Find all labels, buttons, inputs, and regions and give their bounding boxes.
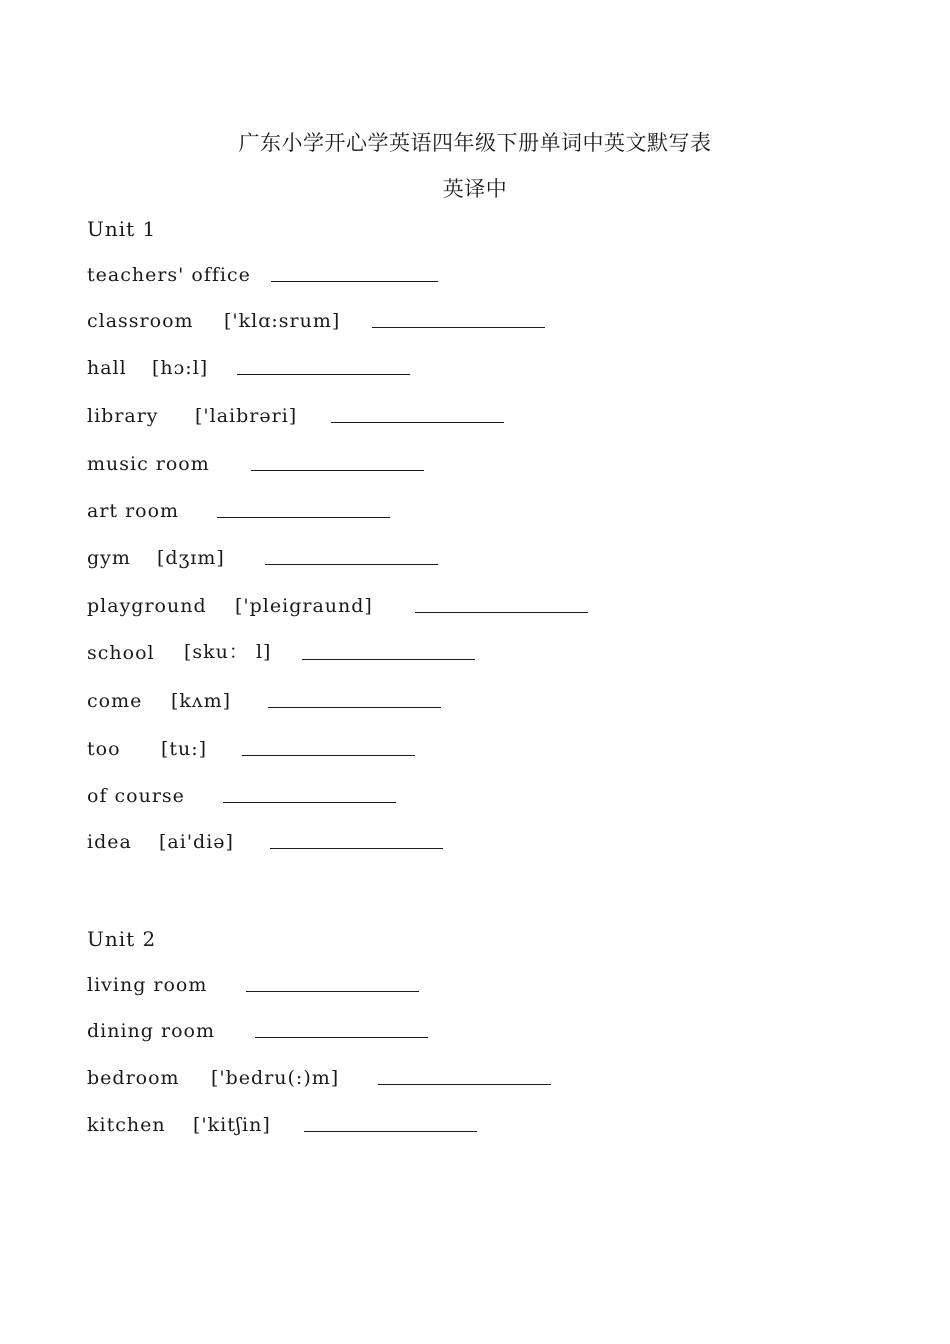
answer-blank[interactable] bbox=[217, 516, 390, 518]
unit-heading: Unit 1 bbox=[87, 217, 157, 241]
vocab-row bbox=[87, 397, 504, 427]
vocab-word: teachers' office bbox=[87, 264, 251, 286]
answer-blank[interactable] bbox=[251, 469, 424, 471]
vocab-word: kitchen bbox=[87, 1114, 166, 1136]
vocab-phonetic: ['kitʃin] bbox=[193, 1114, 271, 1136]
answer-blank[interactable] bbox=[302, 658, 475, 660]
vocab-word: living room bbox=[87, 974, 208, 996]
vocab-phonetic: ['laibrəri] bbox=[195, 405, 298, 427]
vocab-word: classroom bbox=[87, 310, 194, 332]
vocab-row bbox=[87, 634, 475, 664]
vocab-phonetic: [sku： l] bbox=[184, 641, 272, 663]
vocab-word: playground bbox=[87, 595, 207, 617]
vocab-row bbox=[87, 492, 390, 522]
vocab-word: library bbox=[87, 405, 159, 427]
vocab-row bbox=[87, 349, 410, 379]
vocab-word: too bbox=[87, 738, 121, 760]
vocab-row bbox=[87, 1106, 477, 1136]
vocab-word: of course bbox=[87, 785, 185, 807]
answer-blank[interactable] bbox=[270, 847, 443, 849]
answer-blank[interactable] bbox=[372, 326, 545, 328]
vocab-phonetic: ['klɑ:srum] bbox=[224, 310, 341, 332]
vocab-row bbox=[87, 1059, 551, 1089]
page-title: 广东小学开心学英语四年级下册单词中英文默写表 bbox=[238, 131, 712, 155]
answer-blank[interactable] bbox=[268, 706, 441, 708]
vocab-row bbox=[87, 823, 443, 853]
vocab-word: idea bbox=[87, 831, 132, 853]
vocab-word: come bbox=[87, 690, 143, 712]
vocab-row bbox=[87, 682, 441, 712]
vocab-phonetic: [dʒɪm] bbox=[157, 547, 225, 569]
vocab-row bbox=[87, 966, 419, 996]
vocab-phonetic: [ai'diə] bbox=[159, 831, 234, 853]
answer-blank[interactable] bbox=[271, 280, 438, 282]
vocab-row bbox=[87, 777, 396, 807]
answer-blank[interactable] bbox=[304, 1130, 477, 1132]
vocab-word: dining room bbox=[87, 1020, 215, 1042]
vocab-word: gym bbox=[87, 547, 131, 569]
answer-blank[interactable] bbox=[237, 373, 410, 375]
vocab-phonetic: [kʌm] bbox=[171, 690, 232, 712]
vocab-phonetic: [hɔ:l] bbox=[152, 357, 209, 379]
vocab-phonetic: ['bedru(:)m] bbox=[211, 1067, 340, 1089]
vocab-row bbox=[87, 302, 545, 332]
answer-blank[interactable] bbox=[415, 611, 588, 613]
vocab-row bbox=[87, 256, 438, 286]
answer-blank[interactable] bbox=[242, 754, 415, 756]
vocab-word: school bbox=[87, 642, 155, 664]
vocab-word: music room bbox=[87, 453, 210, 475]
vocab-phonetic: [tu:] bbox=[161, 738, 208, 760]
vocab-row bbox=[87, 445, 424, 475]
answer-blank[interactable] bbox=[265, 563, 438, 565]
vocab-word: bedroom bbox=[87, 1067, 180, 1089]
vocab-row bbox=[87, 730, 415, 760]
answer-blank[interactable] bbox=[331, 421, 504, 423]
vocab-word: hall bbox=[87, 357, 127, 379]
vocab-row bbox=[87, 1012, 428, 1042]
vocab-word: art room bbox=[87, 500, 180, 522]
unit-heading: Unit 2 bbox=[87, 927, 157, 951]
answer-blank[interactable] bbox=[378, 1083, 551, 1085]
answer-blank[interactable] bbox=[246, 990, 419, 992]
answer-blank[interactable] bbox=[223, 801, 396, 803]
page-subtitle: 英译中 bbox=[442, 177, 508, 201]
vocab-row bbox=[87, 539, 438, 569]
vocab-phonetic: ['pleigraund] bbox=[235, 595, 373, 617]
answer-blank[interactable] bbox=[255, 1036, 428, 1038]
vocab-row bbox=[87, 587, 588, 617]
